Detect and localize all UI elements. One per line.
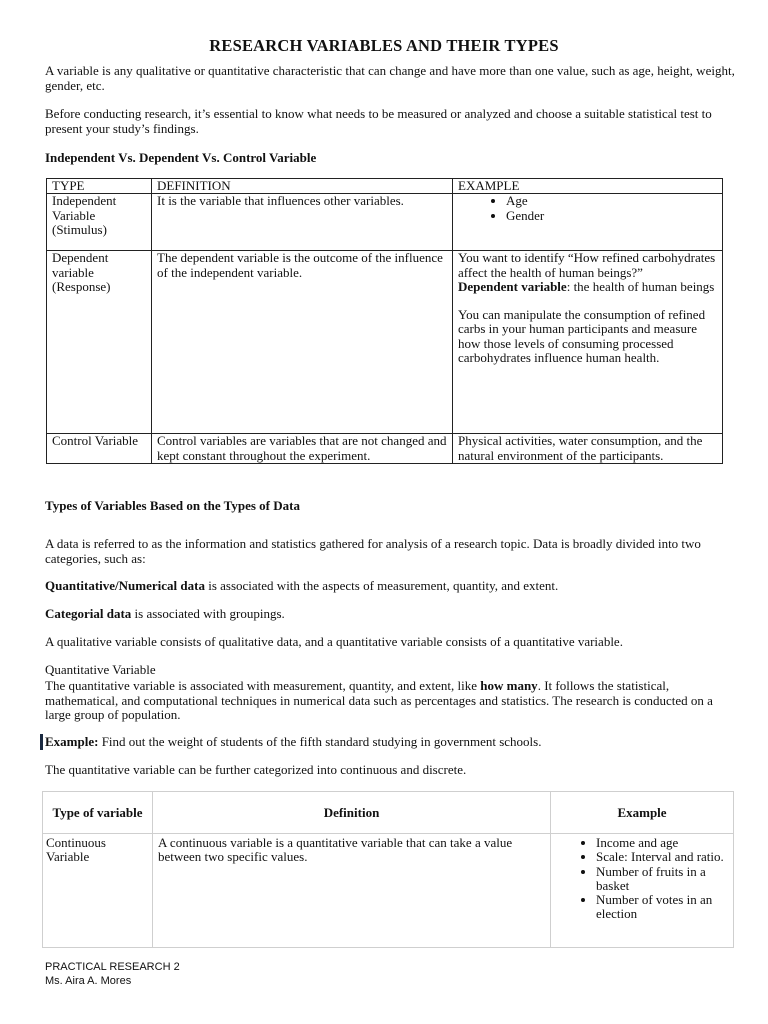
section-heading-variable-types: Independent Vs. Dependent Vs. Control Variable — [45, 150, 317, 165]
list-item: • Number of fruits in a basket — [596, 865, 728, 894]
cell-type: Continuous Variable — [43, 834, 153, 948]
footer — [45, 960, 180, 988]
example-label: Example: — [45, 734, 99, 749]
header-cell-type: TYPE — [47, 179, 152, 194]
intro-paragraph-2: Before conducting research, it’s essential to know what needs to be measured or analyzed and choose a suitable statistical test to present your study’s findings. — [45, 106, 712, 136]
data-paragraph: A data is referred to as the information and statistics gathered for analysis of a research topic. Data is broadly divided into two categories, such as: — [45, 536, 701, 566]
table-header-row — [43, 792, 734, 834]
quantitative-description: is associated with the aspects of measurement, quantity, and extent. — [204, 578, 559, 593]
qv-text-part1: The quantitative variable is associated with measurement, quantity, and extent, like — [45, 678, 481, 693]
quantitative-term: Quantitative/Numerical data — [45, 578, 205, 593]
cell-definition: A continuous variable is a quantitative variable that can take a value between two specific values. — [153, 834, 551, 948]
qualitative-quantitative-paragraph: A qualitative variable consists of qualitative data, and a quantitative variable consists of a quantitative variable. — [45, 634, 623, 649]
list-item: • Number of votes in an election — [596, 893, 728, 922]
header-cell-definition: DEFINITION — [152, 179, 453, 194]
example-list — [458, 194, 717, 223]
example-list — [556, 836, 728, 922]
variables-table — [46, 178, 723, 464]
header-cell-example: EXAMPLE — [453, 179, 723, 194]
example-text: Find out the weight of students of the fifth standard studying in government schools. — [98, 734, 542, 749]
cell-example — [453, 194, 723, 251]
cell-example — [453, 251, 723, 434]
table-row-independent — [47, 194, 723, 251]
list-item: • Age — [506, 194, 717, 208]
list-item: • Scale: Interval and ratio. — [596, 850, 728, 864]
footer-author: Ms. Aira A. Mores — [45, 975, 132, 987]
example-text: You can manipulate the consumption of refined carbs in your human participants and measure how those levels of consuming processed carbohydrates influence human health. — [458, 307, 706, 366]
quantitative-variable-paragraph — [45, 679, 735, 723]
cell-type: Independent Variable (Stimulus) — [47, 194, 152, 251]
table-row-control — [47, 434, 723, 464]
footer-course: PRACTICAL RESEARCH 2 — [45, 961, 180, 973]
example-dependent-line — [458, 280, 717, 294]
intro-paragraph-1: A variable is any qualitative or quantitative characteristic that can change and have more than one value, such as age, height, weight, gender, etc. — [45, 63, 735, 93]
example-text: You want to identify “How refined carbohydrates affect the health of human beings?” — [458, 250, 716, 280]
header-cell-type: Type of variable — [43, 792, 153, 834]
cell-example — [551, 834, 734, 948]
example-marker-bar — [40, 734, 43, 750]
example-bold-rest: : the health of human beings — [566, 278, 715, 294]
example-bold-label: Dependent variable — [458, 278, 567, 294]
table-row-continuous — [43, 834, 734, 948]
categorial-data-paragraph — [45, 607, 735, 622]
cell-definition: Control variables are variables that are not changed and kept constant throughout the experiment. — [152, 434, 453, 464]
quantitative-data-paragraph — [45, 579, 735, 594]
cell-type: Dependent variable (Response) — [47, 251, 152, 434]
page-title: RESEARCH VARIABLES AND THEIR TYPES — [209, 36, 559, 55]
categorial-description: is associated with groupings. — [131, 606, 285, 621]
section-heading-data-types: Types of Variables Based on the Types of Data — [45, 498, 300, 513]
further-categorized-paragraph: The quantitative variable can be further categorized into continuous and discrete. — [45, 762, 467, 777]
cell-definition: It is the variable that influences other variables. — [152, 194, 453, 251]
header-cell-example: Example — [551, 792, 734, 834]
table-row-dependent — [47, 251, 723, 434]
quantitative-variable-subheading: Quantitative Variable — [45, 662, 156, 677]
qv-how-many: how many — [480, 678, 538, 693]
categorial-term: Categorial data — [45, 606, 132, 621]
quantitative-types-table — [42, 791, 734, 948]
example-paragraph — [45, 735, 735, 750]
qv-text-part2: . It follows the statistical, mathematical, and computational techniques in numerical data such as percentages and statistics. The research is conducted on a large group of population. — [45, 678, 713, 722]
cell-type: Control Variable — [47, 434, 152, 464]
cell-example: Physical activities, water consumption, and the natural environment of the participants. — [453, 434, 723, 464]
table-header-row — [47, 179, 723, 194]
cell-definition: The dependent variable is the outcome of the influence of the independent variable. — [152, 251, 453, 434]
list-item: • Gender — [506, 209, 717, 223]
list-item: • Income and age — [596, 836, 728, 850]
header-cell-definition: Definition — [153, 792, 551, 834]
